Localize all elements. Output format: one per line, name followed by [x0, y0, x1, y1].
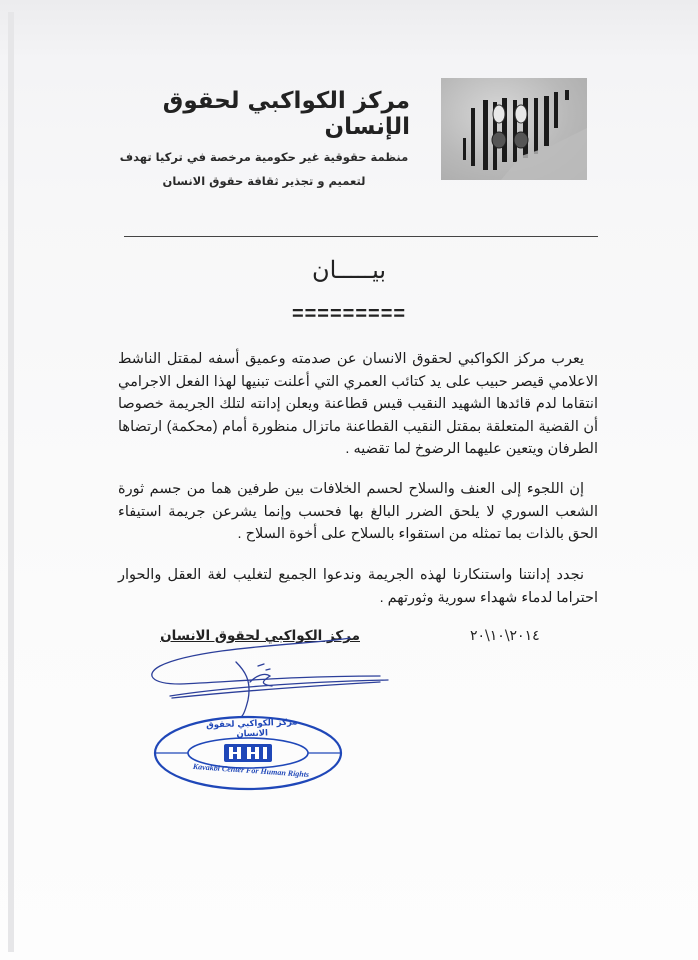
org-description-line2: لتعميم و تجذير ثقافة حقوق الانسان — [162, 174, 366, 188]
handwritten-signature — [140, 636, 390, 716]
paragraph-1: يعرب مركز الكواكبي لحقوق الانسان عن صدمته وعميق أسفه لمقتل الناشط الاعلامي قيصر حبيب على يد كتائب العمري التي أعلنت تبنيها لهذا الفعل الاجرامي انتقاما لدم قائدها الشهيد النقيب قيس قطاعنة ويعلن إدانته لتلك الجريمة خصوصا أن القضية المتعلقة بمقتل النقيب القطاعنة ماتزال منظورة أمام (محكمة) ارتضاها الطرفان ويتعين عليهما الرضوخ لما تقضيه . — [118, 351, 598, 457]
document-title: بيـــــان — [311, 257, 386, 284]
logo-art — [441, 78, 587, 180]
document-date: ٢٠١٤\١٠\٢٠ — [470, 628, 540, 644]
org-description-line1: منظمة حقوقية غير حكومية مرخصة في تركيا تهدف — [119, 150, 409, 164]
paragraph-3: نجدد إدانتنا واستنكارنا لهذه الجريمة وندعوا الجميع لتغليب لغة العقل والحوار احتراما لدماء شهداء سورية وثورتهم . — [118, 567, 598, 606]
stamp-english-text: Kavakbi Center For Human Rights — [192, 761, 310, 780]
paragraph-2: إن اللجوء إلى العنف والسلاح لحسم الخلافات بين طرفين هما من جسم ثورة الشعب السوري لا يلحق الضرر البالغ بها فحسب وإنما يشرعن جريمة استيفاء الحق بالذات بما تمثله من استقواء بالسلاح على أخوة السلاح . — [118, 481, 598, 542]
title-separator: ========= — [291, 303, 407, 325]
header-divider — [124, 236, 598, 237]
signatory-name: مركز الكواكبي لحقوق الانسان — [160, 628, 360, 644]
scan-edge — [8, 12, 14, 952]
org-name: مركز الكواكبي لحقوق الإنسان — [162, 88, 410, 140]
stamp-arabic-text: مركز الكواكبي لحقوق الانسان — [205, 717, 298, 740]
logo-prison-bars-icon — [441, 78, 587, 180]
